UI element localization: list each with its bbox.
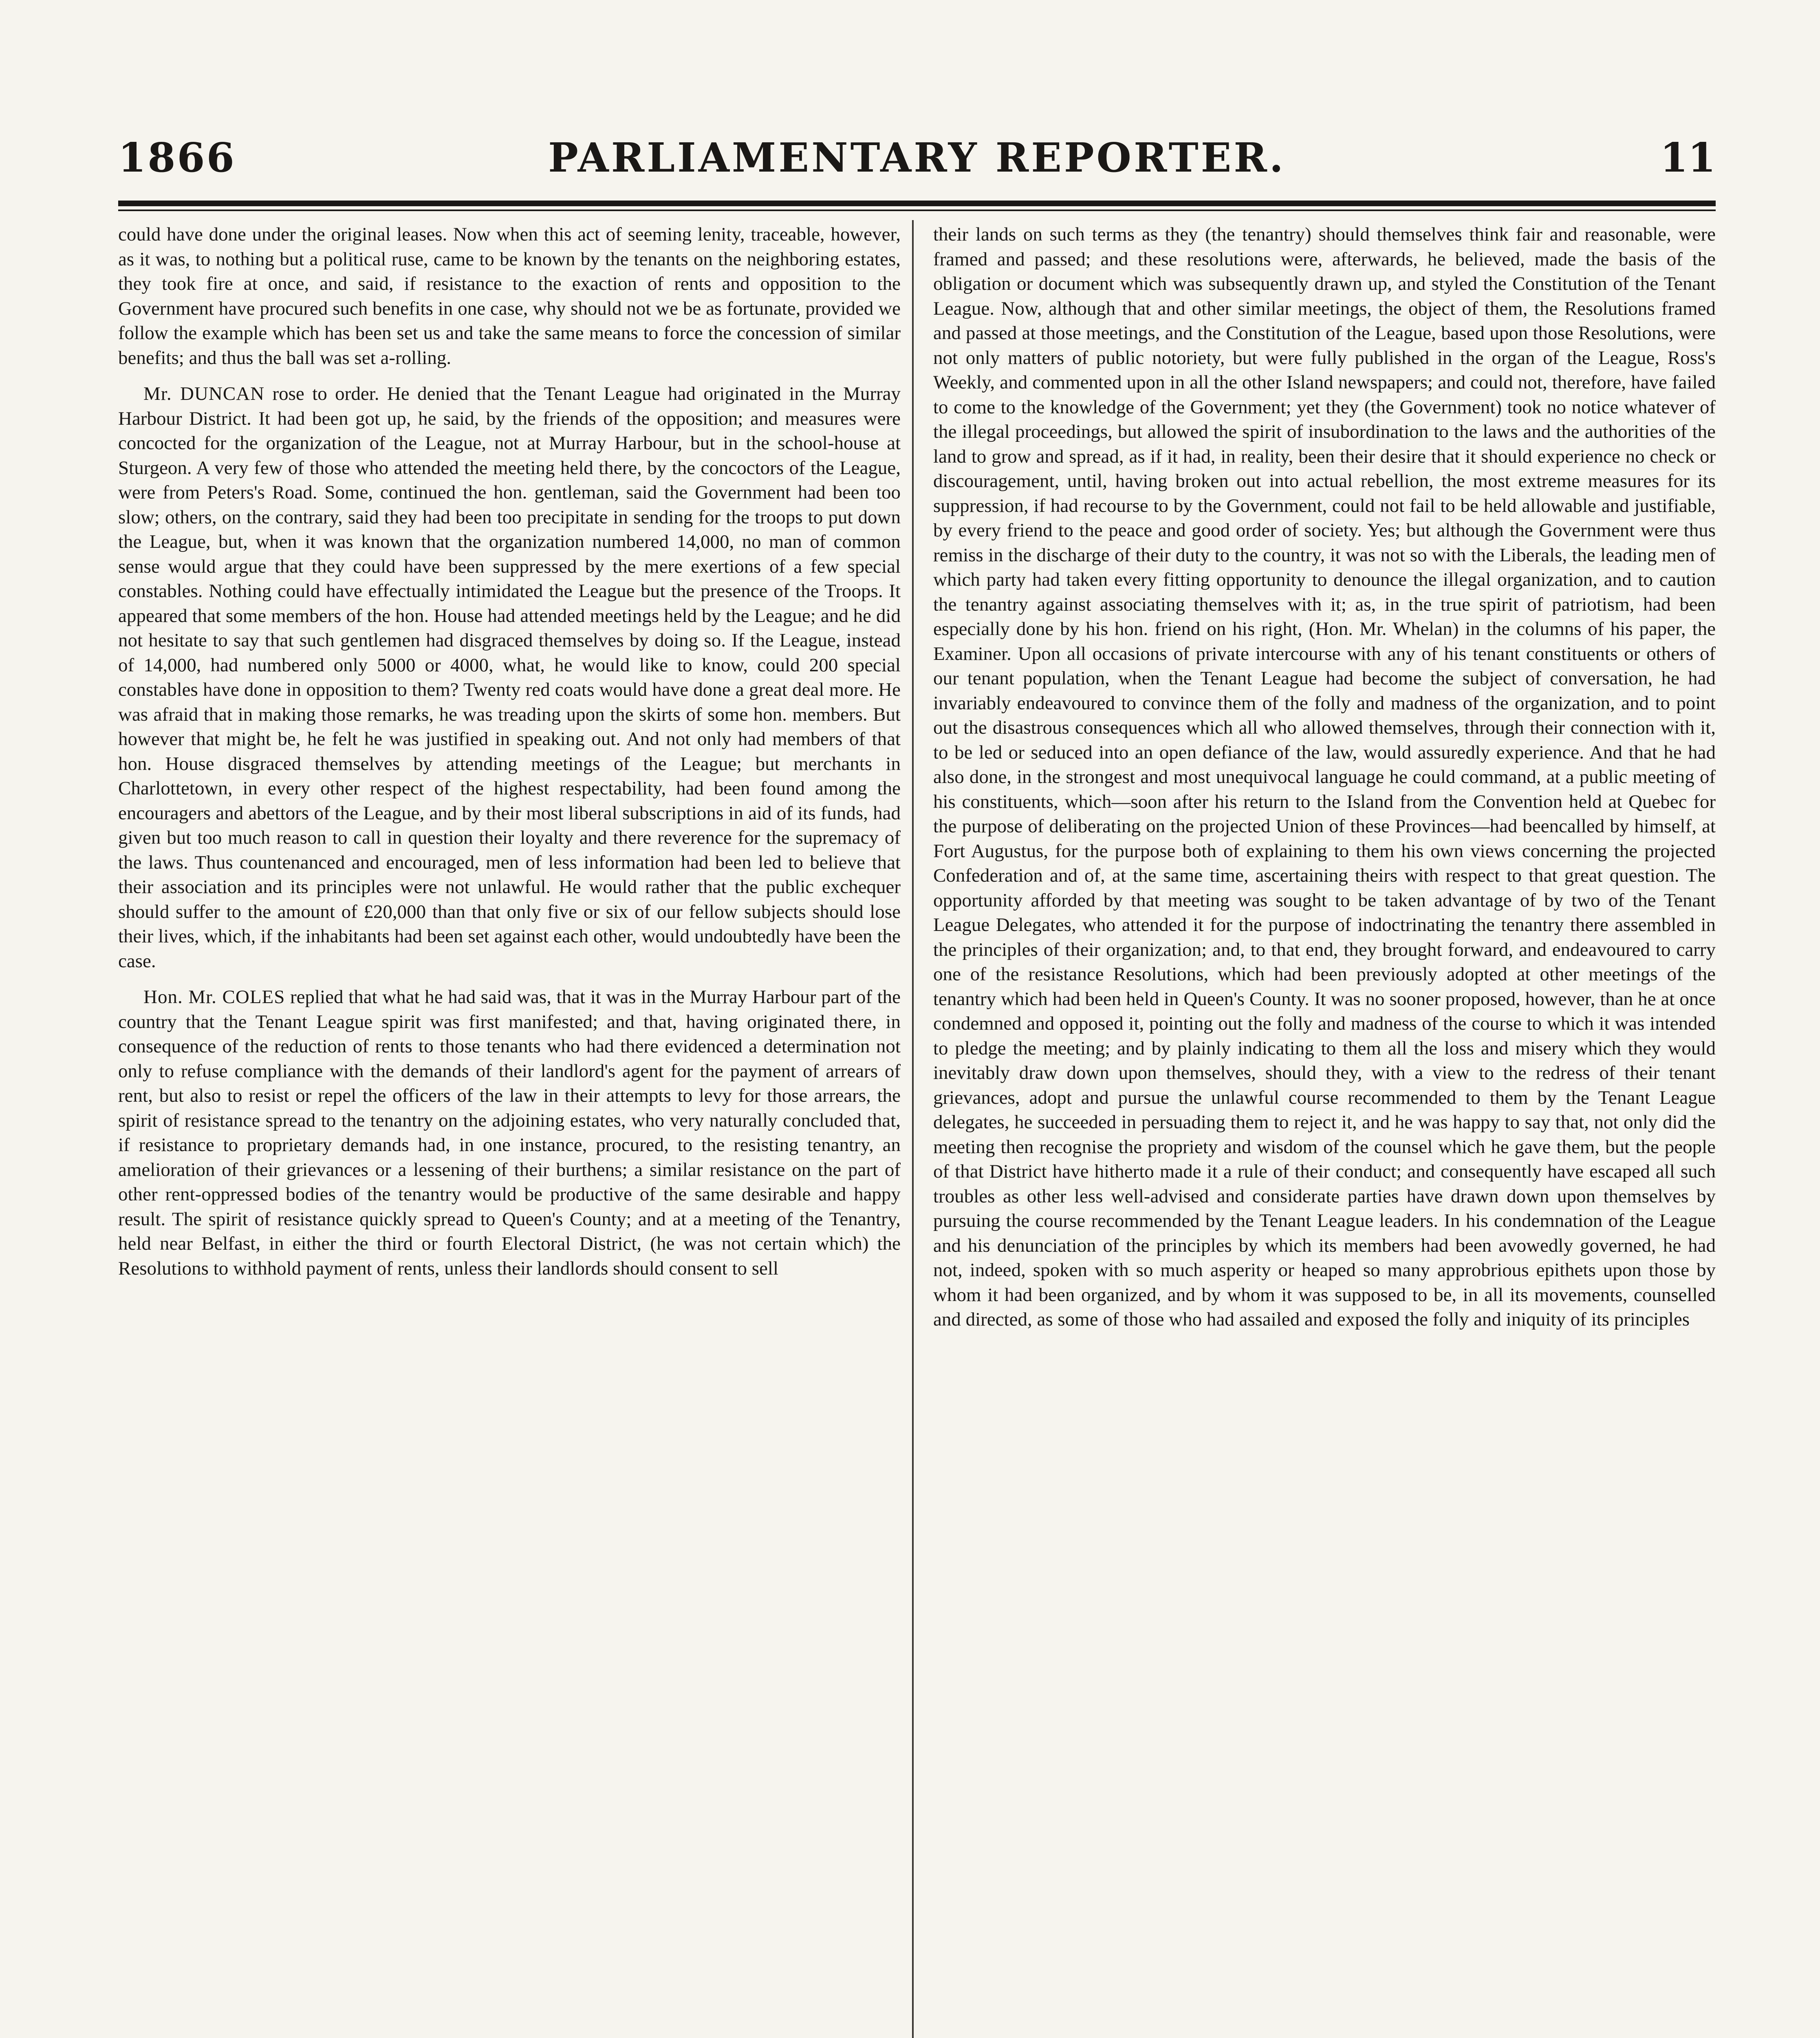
left-paragraph-1: could have done under the original leases. Now when this act of seeming lenity, traceable, however, as it was, to nothing but a political ruse, came to be known by the tenants on the neighboring estates, they took fire at once, and said, if resistance to the exaction of rents and opposition to the Government have procured such benefits in one case, why should not we be as fortunate, provided we follow the example which has been set us and take the same means to force the concession of similar benefits; and thus the ball was set a-rolling.	[118, 224, 901, 368]
header-rule-thick	[118, 201, 1716, 206]
left-column	[118, 222, 901, 2038]
right-paragraph-1: their lands on such terms as they (the tenantry) should themselves think fair and reasonable, were framed and passed; and these resolutions were, afterwards, he believed, made the basis of the obligation or document which was subsequently drawn up, and styled the Constitution of the Tenant League. Now, although that and other similar meetings, the object of them, the Resolutions framed and passed at those meetings, and the Constitution of the League, based upon those Resolutions, were not only matters of public notoriety, but were fully published in the organ of the League, Ross's Weekly, and commented upon in all the other Island newspapers; and could not, therefore, have failed to come to the knowledge of the Government; yet they (the Government) took no notice whatever of the illegal proceedings, but allowed the spirit of insubordination to the laws and the authorities of the land to grow and spread, as if it had, in reality, been their desire that it should experience no check or discouragement, until, having broken out into actual rebellion, the most extreme measures for its suppression, if had recourse to by the Government, could not fail to be held allowable and justifiable, by every friend to the peace and good order of society. Yes; but although the Government were thus remiss in the discharge of their duty to the country, it was not so with the Liberals, the leading men of which party had taken every fitting opportunity to denounce the illegal organization, and to caution the tenantry against associating themselves with it; as, in the true spirit of patriotism, had been especially done by his hon. friend on his right, (Hon. Mr. Whelan) in the columns of his paper, the Examiner. Upon all occasions of private intercourse with any of his tenant constituents or others of our tenant population, when the Tenant League had become the subject of conversation, he had invariably endeavoured to convince them of the folly and madness of the organization, and to point out the disastrous consequences which all who allowed themselves, through their connection with it, to be led or seduced into an open defiance of the law, would assuredly experience. And that he had also done, in the strongest and most unequivocal language he could command, at a public meeting of his constituents, which—soon after his return to the Island from the Convention held at Quebec for the purpose of deliberating on the projected Union of these Provinces—had beencalled by himself, at Fort Augustus, for the purpose both of explaining to them his own views concerning the projected Confederation and of, at the same time, ascertaining theirs with respect to that great question. The opportunity afforded by that meeting was sought to be taken advantage of by two of the Tenant League Delegates, who attended it for the purpose of indoctrinating the tenantry there assembled in the principles of their organization; and, to that end, they brought forward, and endeavoured to carry one of the resistance Resolutions, which had been previously adopted at other meetings of the tenantry which had been held in Queen's County. It was no sooner proposed, however, than he at once condemned and opposed it, pointing out the folly and madness of the course to which it was intended to pledge the meeting; and by plainly indicating to them all the loss and misery which they would inevitably draw down upon themselves, should they, with a view to the redress of their tenant grievances, adopt and pursue the unlawful course recommended to them by the Tenant League delegates, he succeeded in persuading them to reject it, and he was happy to say that, not only did the meeting then recognise the propriety and wisdom of the counsel which he gave them, but the people of that District have hitherto made it a rule of their conduct; and consequently have escaped all such troubles as other less well-advised and considerate parties have drawn down upon themselves by pursuing the course recommended by the Tenant League leaders. In his condemnation of the League and his denunciation of the principles by which its members had been avowedly governed, he had not, indeed, spoken with so much asperity or heaped so many approbrious epithets upon those by whom it had been organized, and by whom it was supposed to be, in all its movements, counselled and directed, as some of those who had assailed and exposed the folly and iniquity of its principles	[933, 224, 1716, 1330]
left-paragraph-3	[118, 985, 901, 1281]
left-paragraph-2	[118, 382, 901, 973]
column-divider	[912, 220, 914, 2038]
speaker-name: Mr. DUNCAN	[143, 383, 265, 404]
header-rule-thin	[118, 210, 1716, 211]
speech-text: replied that what he had said was, that it was in the Murray Harbour part of the country that the Tenant League spirit was first manifested; and that, having originated there, in consequence of the reduction of rents to those tenants who had there evidenced a determination not only to refuse compliance with the demands of their landlord's agent for the payment of arrears of rent, but also to resist or repel the officers of the law in their attempts to levy for those arrears, the spirit of resistance spread to the tenantry on the adjoining estates, who very naturally concluded that, if resistance to proprietary demands had, in one instance, procured, to the resisting tenantry, an amelioration of their grievances or a lessening of their burthens; a similar resistance on the part of other rent-oppressed bodies of the tenantry would be productive of the same desirable and happy result. The spirit of resistance quickly spread to Queen's County; and at a meeting of the Tenantry, held near Belfast, in either the third or fourth Electoral District, (he was not certain which) the Resolutions to withhold payment of rents, unless their landlords should consent to sell	[118, 986, 901, 1279]
page-year: 1866	[118, 135, 236, 181]
speech-text: rose to order. He denied that the Tenant League had originated in the Murray Harbour District. It had been got up, he said, by the friends of the opposition; and measures were concocted for the organization of the League, not at Murray Harbour, but in the school-house at Sturgeon. A very few of those who attended the meeting held there, by the concoctors of the League, were from Peters's Road. Some, continued the hon. gentleman, said the Government had been too slow; others, on the contrary, said they had been too precipitate in sending for the troops to put down the League, but, when it was known that the organization numbered 14,000, no man of common sense would argue that they could have been suppressed by the mere exertions of a few special constables. Nothing could have effectually intimidated the League but the presence of the Troops. It appeared that some members of the hon. House had attended meetings held by the League; and he did not hesitate to say that such gentlemen had disgraced themselves by doing so. If the League, instead of 14,000, had numbered only 5000 or 4000, what, he would like to know, could 200 special constables have done in opposition to them? Twenty red coats would have done a great deal more. He was afraid that in making those remarks, he was treading upon the skirts of some hon. members. But however that might be, he felt he was justified in speaking out. And not only had members of that hon. House disgraced themselves by attending meetings of the League; but merchants in Charlottetown, in every other respect of the highest respectability, had been found among the encouragers and abettors of the League, and by their most liberal subscriptions in aid of its funds, had given but too much reason to call in question their loyalty and there reverence for the supremacy of the laws. Thus countenanced and encouraged, men of less information had been led to believe that their association and its principles were not unlawful. He would rather that the public exchequer should suffer to the amount of £20,000 than that only five or six of our fellow subjects should lose their lives, which, if the inhabitants had been set against each other, would undoubtedly have been the case.	[118, 383, 901, 972]
publication-title: PARLIAMENTARY REPORTER.	[548, 135, 1286, 181]
page-header	[118, 135, 1716, 196]
right-column	[933, 222, 1716, 2038]
page-number: 11	[1660, 135, 1716, 181]
speaker-name: Hon. Mr. COLES	[143, 986, 285, 1008]
